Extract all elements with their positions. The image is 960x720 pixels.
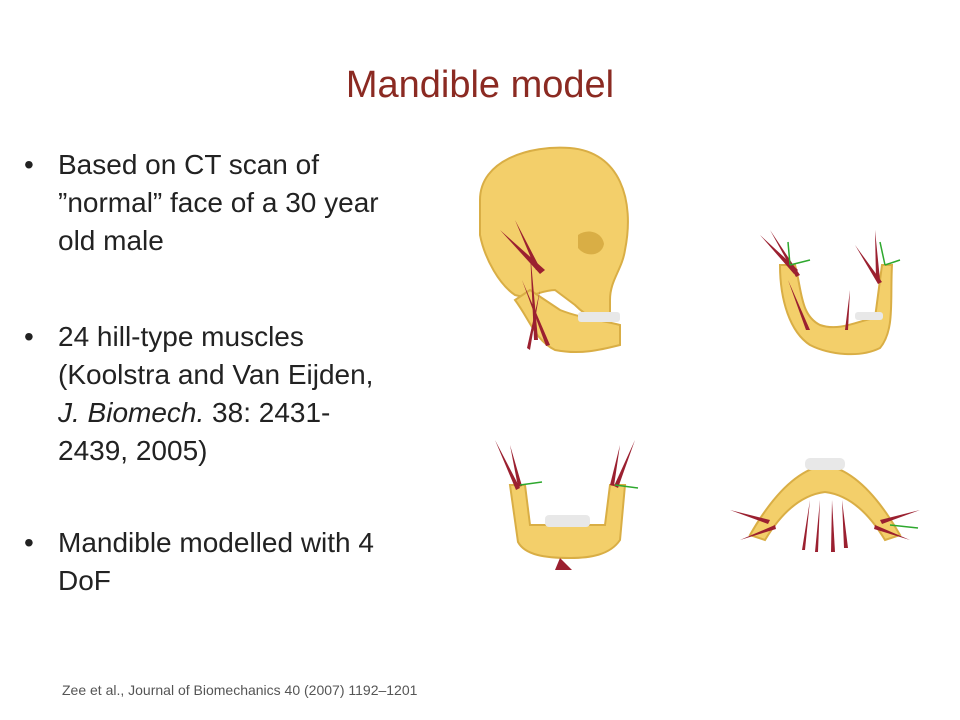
bullet-line: (Koolstra and Van Eijden, — [58, 359, 374, 390]
bullet-marker: • — [24, 321, 34, 352]
bullet-text — [58, 146, 444, 260]
bullet-line: ”normal” face of a 30 year — [58, 187, 379, 218]
journal-volume: 38: 2431- — [204, 397, 331, 428]
bullet-line: Based on CT scan of — [58, 149, 319, 180]
teeth — [545, 515, 590, 527]
bullet-line: 2439, 2005) — [58, 435, 208, 466]
bullet-line — [58, 394, 444, 432]
cranium — [480, 148, 628, 320]
bullet-line: old male — [58, 225, 164, 256]
axis-marker — [788, 242, 900, 265]
journal-name: J. Biomech. — [58, 397, 205, 428]
slide-title: Mandible model — [345, 64, 615, 106]
bullet-text — [58, 318, 444, 470]
bullet-item-ct-scan — [24, 146, 444, 260]
citation: Zee et al., Journal of Biomechanics 40 (2007) 1192–1201 — [62, 682, 418, 698]
bullet-line: DoF — [58, 565, 111, 596]
teeth — [855, 312, 883, 320]
bullet-marker: • — [24, 149, 34, 180]
bullet-marker: • — [24, 527, 34, 558]
skull-lateral-view — [460, 140, 660, 380]
mandible-top-view — [720, 440, 930, 560]
mandible-front-view — [480, 430, 660, 580]
bullet-line: Mandible modelled with 4 — [58, 527, 374, 558]
mandible-oblique-view — [740, 220, 920, 370]
teeth — [805, 458, 845, 470]
bullet-text — [58, 524, 444, 600]
bullet-item-dof — [24, 524, 444, 600]
teeth — [578, 312, 620, 322]
bullet-line: 24 hill-type muscles — [58, 321, 304, 352]
bullet-item-muscles — [24, 318, 444, 470]
